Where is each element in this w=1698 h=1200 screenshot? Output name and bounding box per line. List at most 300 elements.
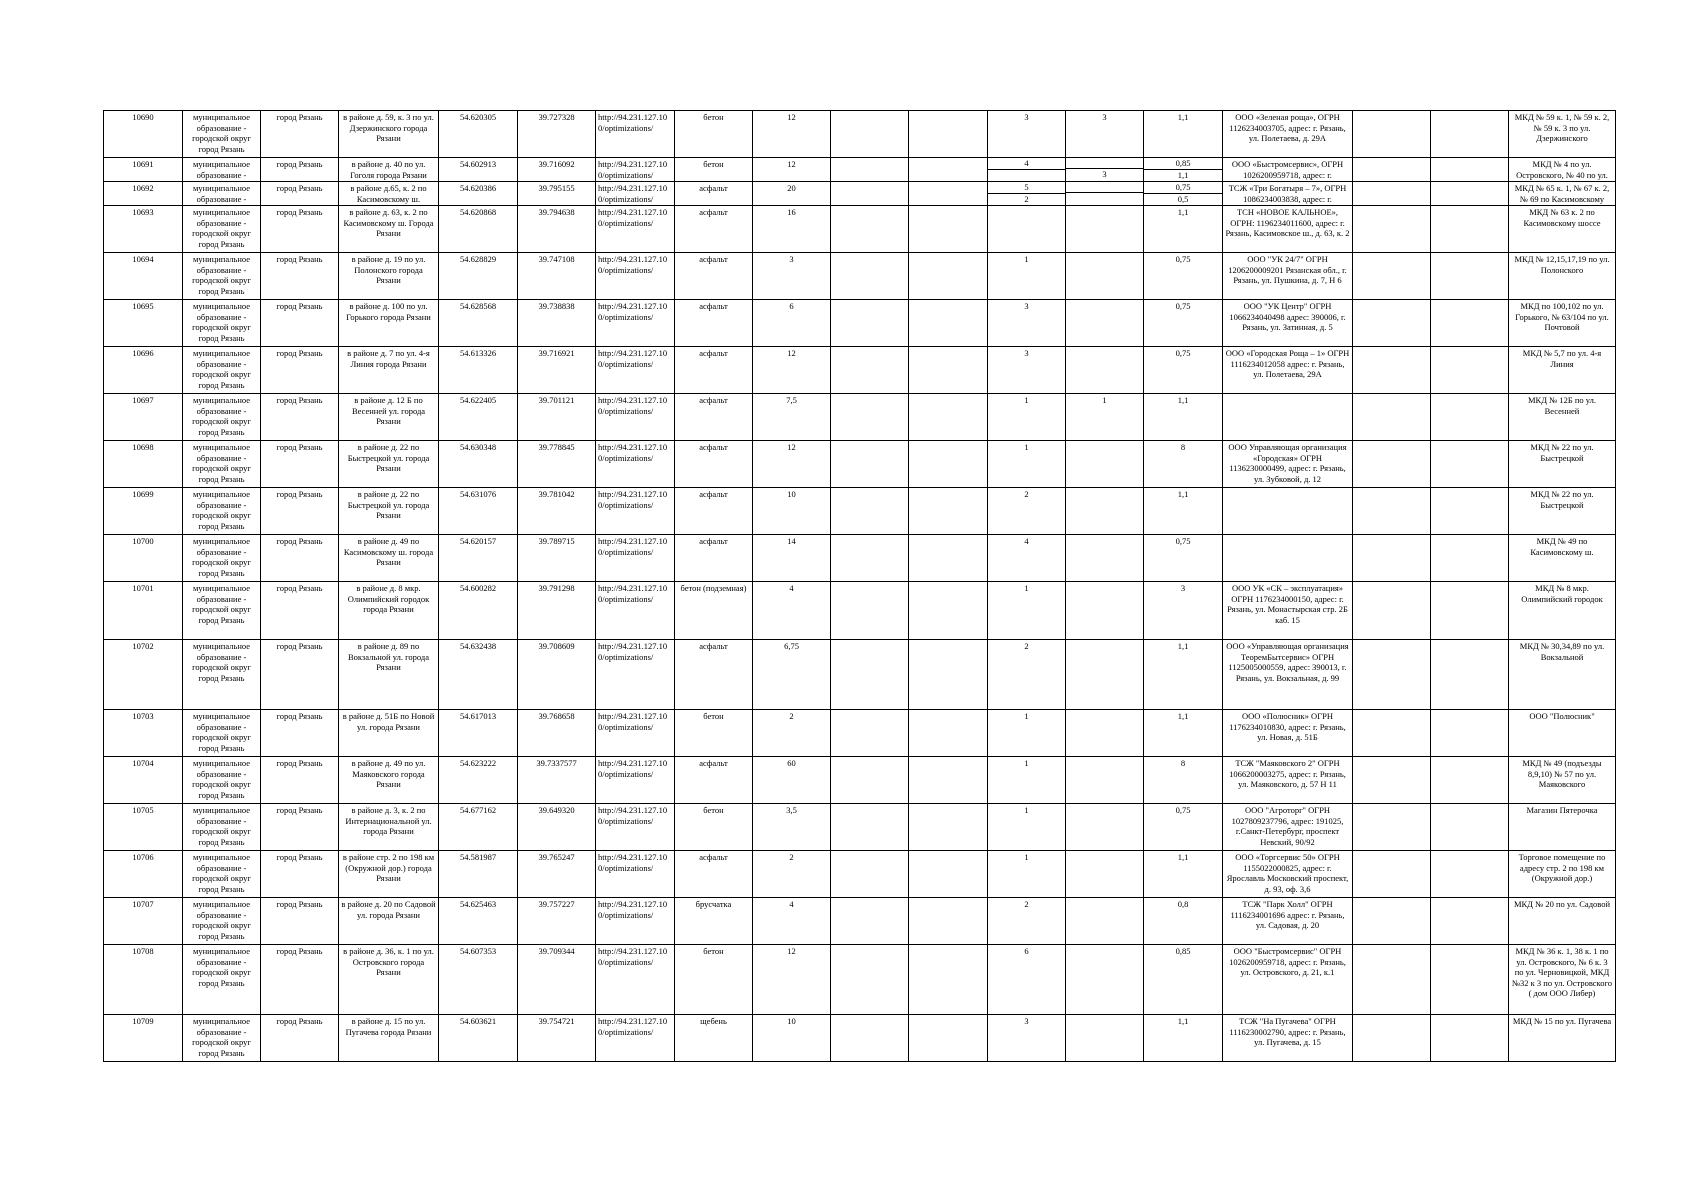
- empty-cell-11: [909, 253, 988, 300]
- site-id-cell: 10696: [104, 347, 183, 394]
- longitude-cell: 39.727328: [518, 111, 596, 158]
- volume-cell: [1144, 182, 1223, 206]
- location-cell: в районе д. 89 по Вокзальной ул. города Рязани: [339, 640, 439, 710]
- latitude-cell: 54.603621: [439, 1015, 518, 1062]
- empty-cell-16: [1353, 182, 1431, 206]
- split-subcell-value: 0,5: [1177, 193, 1189, 204]
- empty-cell-16: [1353, 804, 1431, 851]
- map-link-cell: http://94.231.127.10 0/optimizations/: [596, 535, 675, 582]
- municipality-cell: муниципальное образование -: [183, 158, 261, 182]
- municipality-cell: муниципальное образование - городской округ город Рязань: [183, 851, 261, 898]
- city-cell: город Рязань: [261, 851, 339, 898]
- owner-org-cell: [1223, 394, 1353, 441]
- waste-source-cell: МКД № 36 к. 1, 38 к. 1 по ул. Островского, № 6 к. 3 по ул. Черновицкой, МКД №32 к 3 по ул. Островского ( дом ООО Либер): [1509, 945, 1616, 1015]
- volume-cell: 1,1: [1144, 710, 1223, 757]
- surface-cell: асфальт: [675, 300, 753, 347]
- bunkers-cell: [1066, 898, 1144, 945]
- empty-cell-16: [1353, 1015, 1431, 1062]
- owner-org-cell: ООО "Быстромсервис" ОГРН 1026200959718, адрес: г. Рязань, ул. Островского, д. 21, к.1: [1223, 945, 1353, 1015]
- city-cell: город Рязань: [261, 206, 339, 253]
- map-link-cell: http://94.231.127.10 0/optimizations/: [596, 898, 675, 945]
- longitude-cell: 39.747108: [518, 253, 596, 300]
- area-cell: 4: [753, 898, 831, 945]
- latitude-cell: 54.607353: [439, 945, 518, 1015]
- municipality-cell: муниципальное образование - городской округ город Рязань: [183, 347, 261, 394]
- empty-cell-11: [909, 206, 988, 253]
- table-row: [104, 347, 1616, 394]
- map-link-cell: http://94.231.127.10 0/optimizations/: [596, 757, 675, 804]
- containers-cell: 3: [988, 347, 1066, 394]
- longitude-cell: 39.794638: [518, 206, 596, 253]
- waste-source-cell: МКД № 22 по ул. Быстрецкой: [1509, 441, 1616, 488]
- empty-cell-16: [1353, 535, 1431, 582]
- latitude-cell: 54.620305: [439, 111, 518, 158]
- surface-cell: асфальт: [675, 441, 753, 488]
- volume-cell: 8: [1144, 441, 1223, 488]
- empty-cell-10: [831, 158, 909, 182]
- empty-cell-10: [831, 640, 909, 710]
- area-cell: 16: [753, 206, 831, 253]
- empty-cell-17: [1431, 347, 1509, 394]
- latitude-cell: 54.613326: [439, 347, 518, 394]
- bunkers-cell: [1066, 640, 1144, 710]
- surface-cell: асфальт: [675, 535, 753, 582]
- containers-cell: 3: [988, 111, 1066, 158]
- city-cell: город Рязань: [261, 945, 339, 1015]
- waste-source-cell: МКД № 15 по ул. Пугачева: [1509, 1015, 1616, 1062]
- split-subcell-value: 0,75: [1144, 182, 1222, 193]
- volume-cell: [1144, 158, 1223, 182]
- empty-cell-10: [831, 1015, 909, 1062]
- bunkers-cell: [1066, 710, 1144, 757]
- map-link-cell: http://94.231.127.10 0/optimizations/: [596, 206, 675, 253]
- empty-cell-16: [1353, 898, 1431, 945]
- empty-cell-16: [1353, 253, 1431, 300]
- longitude-cell: 39.738838: [518, 300, 596, 347]
- longitude-cell: 39.708609: [518, 640, 596, 710]
- containers-cell: 1: [988, 851, 1066, 898]
- empty-cell-10: [831, 535, 909, 582]
- site-id-cell: 10707: [104, 898, 183, 945]
- area-cell: 3: [753, 253, 831, 300]
- area-cell: 12: [753, 158, 831, 182]
- containers-cell: 2: [988, 898, 1066, 945]
- city-cell: город Рязань: [261, 347, 339, 394]
- empty-cell-17: [1431, 710, 1509, 757]
- city-cell: город Рязань: [261, 158, 339, 182]
- map-link-cell: http://94.231.127.10 0/optimizations/: [596, 804, 675, 851]
- municipality-cell: муниципальное образование -: [183, 182, 261, 206]
- owner-org-cell: ООО «Городская Роща – 1» ОГРН 1116234012058 адрес: г. Рязань, ул. Полетаева, 29А: [1223, 347, 1353, 394]
- longitude-cell: 39.789715: [518, 535, 596, 582]
- city-cell: город Рязань: [261, 394, 339, 441]
- volume-cell: 1,1: [1144, 1015, 1223, 1062]
- longitude-cell: 39.7337577: [518, 757, 596, 804]
- surface-cell: брусчатка: [675, 898, 753, 945]
- municipality-cell: муниципальное образование - городской округ город Рязань: [183, 1015, 261, 1062]
- location-cell: в районе д. 49 по Касимовскому ш. города Рязани: [339, 535, 439, 582]
- empty-cell-10: [831, 710, 909, 757]
- surface-cell: асфальт: [675, 206, 753, 253]
- area-cell: 12: [753, 111, 831, 158]
- owner-org-cell: ООО Управляющая организация «Городская» ОГРН 1136230000499, адрес: г. Рязань, ул. Зубковой, д. 12: [1223, 441, 1353, 488]
- empty-cell-16: [1353, 347, 1431, 394]
- waste-source-cell: МКД № 12,15,17,19 по ул. Полонского: [1509, 253, 1616, 300]
- location-cell: в районе д. 20 по Садовой ул. города Рязани: [339, 898, 439, 945]
- area-cell: 4: [753, 582, 831, 640]
- empty-cell-10: [831, 111, 909, 158]
- location-cell: в районе д. 100 по ул. Горького города Рязани: [339, 300, 439, 347]
- latitude-cell: 54.628568: [439, 300, 518, 347]
- waste-source-cell: МКД № 65 к. 1, № 67 к. 2, № 69 по Касимовскому: [1509, 182, 1616, 206]
- area-cell: 6,75: [753, 640, 831, 710]
- owner-org-cell: [1223, 535, 1353, 582]
- empty-cell-11: [909, 158, 988, 182]
- surface-cell: асфальт: [675, 640, 753, 710]
- owner-org-cell: ООО «Торгсервис 50» ОГРН 1155022000825, адрес: г. Ярославль Московский проспект, д. 93, оф. 3,6: [1223, 851, 1353, 898]
- split-subcell-value: 4: [988, 158, 1065, 169]
- map-link-cell: http://94.231.127.10 0/optimizations/: [596, 253, 675, 300]
- waste-source-cell: МКД № 20 по ул. Садовой: [1509, 898, 1616, 945]
- map-link-cell: http://94.231.127.10 0/optimizations/: [596, 300, 675, 347]
- site-id-cell: 10695: [104, 300, 183, 347]
- empty-cell-11: [909, 898, 988, 945]
- owner-org-cell: ООО «Зеленая роща», ОГРН 1126234003705, адрес: г. Рязань, ул. Полетаева, д. 29А: [1223, 111, 1353, 158]
- empty-cell-16: [1353, 111, 1431, 158]
- surface-cell: асфальт: [675, 394, 753, 441]
- empty-cell-16: [1353, 394, 1431, 441]
- containers-cell: 1: [988, 394, 1066, 441]
- split-subcell-value: [988, 169, 1065, 180]
- site-id-cell: 10693: [104, 206, 183, 253]
- split-subcell-value: 0,85: [1144, 158, 1222, 169]
- containers-cell: 4: [988, 535, 1066, 582]
- location-cell: в районе д. 15 по ул. Пугачева города Рязани: [339, 1015, 439, 1062]
- latitude-cell: 54.617013: [439, 710, 518, 757]
- city-cell: город Рязань: [261, 488, 339, 535]
- longitude-cell: 39.701121: [518, 394, 596, 441]
- location-cell: в районе д.65, к. 2 по Касимовскому ш.: [339, 182, 439, 206]
- surface-cell: асфальт: [675, 757, 753, 804]
- containers-cell: [988, 182, 1066, 206]
- site-id-cell: 10708: [104, 945, 183, 1015]
- bunkers-cell: [1066, 945, 1144, 1015]
- municipality-cell: муниципальное образование - городской округ город Рязань: [183, 757, 261, 804]
- bunkers-cell: [1066, 182, 1144, 206]
- empty-cell-16: [1353, 710, 1431, 757]
- owner-org-cell: ООО "Агроторг" ОГРН 1027809237796, адрес: 191025, г.Санкт-Петербург, проспект Невский, 90/92: [1223, 804, 1353, 851]
- latitude-cell: 54.630348: [439, 441, 518, 488]
- empty-cell-17: [1431, 206, 1509, 253]
- empty-cell-16: [1353, 945, 1431, 1015]
- latitude-cell: 54.631076: [439, 488, 518, 535]
- empty-cell-11: [909, 535, 988, 582]
- empty-cell-17: [1431, 804, 1509, 851]
- containers-cell: 3: [988, 300, 1066, 347]
- empty-cell-11: [909, 1015, 988, 1062]
- location-cell: в районе д. 19 по ул. Полонского города Рязани: [339, 253, 439, 300]
- containers-cell: 1: [988, 253, 1066, 300]
- map-link-cell: http://94.231.127.10 0/optimizations/: [596, 394, 675, 441]
- table-row: [104, 441, 1616, 488]
- map-link-cell: http://94.231.127.10 0/optimizations/: [596, 710, 675, 757]
- municipality-cell: муниципальное образование - городской округ город Рязань: [183, 111, 261, 158]
- city-cell: город Рязань: [261, 640, 339, 710]
- volume-cell: 0,75: [1144, 804, 1223, 851]
- latitude-cell: 54.581987: [439, 851, 518, 898]
- empty-cell-11: [909, 111, 988, 158]
- area-cell: 10: [753, 488, 831, 535]
- volume-cell: 0,75: [1144, 535, 1223, 582]
- latitude-cell: 54.632438: [439, 640, 518, 710]
- surface-cell: бетон: [675, 710, 753, 757]
- empty-cell-11: [909, 488, 988, 535]
- surface-cell: асфальт: [675, 253, 753, 300]
- area-cell: 14: [753, 535, 831, 582]
- longitude-cell: 39.716092: [518, 158, 596, 182]
- volume-cell: 0,75: [1144, 300, 1223, 347]
- bunkers-cell: [1066, 804, 1144, 851]
- municipality-cell: муниципальное образование - городской округ город Рязань: [183, 488, 261, 535]
- table-row: [104, 394, 1616, 441]
- latitude-cell: 54.628829: [439, 253, 518, 300]
- waste-source-cell: МКД № 49 по Касимовскому ш.: [1509, 535, 1616, 582]
- location-cell: в районе д. 7 по ул. 4-я Линия города Рязани: [339, 347, 439, 394]
- latitude-cell: 54.622405: [439, 394, 518, 441]
- city-cell: город Рязань: [261, 804, 339, 851]
- city-cell: город Рязань: [261, 300, 339, 347]
- empty-cell-10: [831, 898, 909, 945]
- table-row: [104, 300, 1616, 347]
- split-subcell: [1144, 182, 1222, 204]
- empty-cell-17: [1431, 182, 1509, 206]
- site-id-cell: 10699: [104, 488, 183, 535]
- empty-cell-17: [1431, 535, 1509, 582]
- volume-cell: 1,1: [1144, 488, 1223, 535]
- latitude-cell: 54.625463: [439, 898, 518, 945]
- site-id-cell: 10690: [104, 111, 183, 158]
- empty-cell-17: [1431, 441, 1509, 488]
- table-row: [104, 182, 1616, 206]
- empty-cell-16: [1353, 300, 1431, 347]
- latitude-cell: 54.620868: [439, 206, 518, 253]
- split-subcell: [1066, 182, 1143, 203]
- city-cell: город Рязань: [261, 582, 339, 640]
- containers-cell: 2: [988, 488, 1066, 535]
- registry-table: [103, 110, 1616, 1062]
- waste-source-cell: МКД № 30,34,89 по ул. Вокзальной: [1509, 640, 1616, 710]
- municipality-cell: муниципальное образование - городской округ город Рязань: [183, 300, 261, 347]
- empty-cell-17: [1431, 1015, 1509, 1062]
- owner-org-cell: ООО "УК Центр" ОГРН 1066234040498 адрес: 390006, г. Рязань, ул. Затинная, д. 5: [1223, 300, 1353, 347]
- table-row: [104, 206, 1616, 253]
- municipality-cell: муниципальное образование - городской округ город Рязань: [183, 945, 261, 1015]
- municipality-cell: муниципальное образование - городской округ город Рязань: [183, 804, 261, 851]
- empty-cell-17: [1431, 394, 1509, 441]
- empty-cell-11: [909, 851, 988, 898]
- location-cell: в районе д. 51Б по Новой ул. города Рязани: [339, 710, 439, 757]
- site-id-cell: 10694: [104, 253, 183, 300]
- waste-source-cell: Магазин Пятерочка: [1509, 804, 1616, 851]
- volume-cell: 0,75: [1144, 253, 1223, 300]
- map-link-cell: http://94.231.127.10 0/optimizations/: [596, 441, 675, 488]
- owner-org-cell: ООО «Управляющая организация ТеоремБытсервис» ОГРН 1125005000559, адрес: 390013, г. Рязань, ул. Вокзальная, д. 99: [1223, 640, 1353, 710]
- waste-source-cell: Торговое помещение по адресу стр. 2 по 198 км (Окружной дор.): [1509, 851, 1616, 898]
- table-row: [104, 488, 1616, 535]
- surface-cell: щебень: [675, 1015, 753, 1062]
- owner-org-cell: ТСЖ «Три Богатыря – 7», ОГРН 1086234003838, адрес: г.: [1223, 182, 1353, 206]
- empty-cell-16: [1353, 851, 1431, 898]
- location-cell: в районе д. 59, к. 3 по ул. Дзержинского города Рязани: [339, 111, 439, 158]
- city-cell: город Рязань: [261, 898, 339, 945]
- volume-cell: 8: [1144, 757, 1223, 804]
- area-cell: 10: [753, 1015, 831, 1062]
- area-cell: 3,5: [753, 804, 831, 851]
- bunkers-cell: [1066, 757, 1144, 804]
- site-id-cell: 10705: [104, 804, 183, 851]
- latitude-cell: 54.600282: [439, 582, 518, 640]
- site-id-cell: 10703: [104, 710, 183, 757]
- map-link-cell: http://94.231.127.10 0/optimizations/: [596, 347, 675, 394]
- surface-cell: бетон: [675, 158, 753, 182]
- bunkers-cell: [1066, 441, 1144, 488]
- location-cell: в районе д. 12 Б по Весенней ул. города Рязани: [339, 394, 439, 441]
- empty-cell-10: [831, 394, 909, 441]
- latitude-cell: 54.677162: [439, 804, 518, 851]
- split-subcell-value: 2: [1024, 193, 1029, 204]
- containers-cell: 1: [988, 757, 1066, 804]
- empty-cell-16: [1353, 441, 1431, 488]
- map-link-cell: http://94.231.127.10 0/optimizations/: [596, 640, 675, 710]
- volume-cell: 1,1: [1144, 851, 1223, 898]
- volume-cell: 0,85: [1144, 945, 1223, 1015]
- containers-cell: 3: [988, 1015, 1066, 1062]
- empty-cell-16: [1353, 206, 1431, 253]
- longitude-cell: 39.709344: [518, 945, 596, 1015]
- city-cell: город Рязань: [261, 710, 339, 757]
- waste-source-cell: МКД № 5,7 по ул. 4-я Линия: [1509, 347, 1616, 394]
- city-cell: город Рязань: [261, 111, 339, 158]
- site-id-cell: 10698: [104, 441, 183, 488]
- area-cell: 60: [753, 757, 831, 804]
- empty-cell-17: [1431, 488, 1509, 535]
- site-id-cell: 10691: [104, 158, 183, 182]
- longitude-cell: 39.765247: [518, 851, 596, 898]
- empty-cell-16: [1353, 640, 1431, 710]
- municipality-cell: муниципальное образование - городской округ город Рязань: [183, 898, 261, 945]
- longitude-cell: 39.768658: [518, 710, 596, 757]
- surface-cell: бетон: [675, 111, 753, 158]
- table-row: [104, 804, 1616, 851]
- site-id-cell: 10692: [104, 182, 183, 206]
- containers-cell: [988, 206, 1066, 253]
- bunkers-cell: [1066, 582, 1144, 640]
- bunkers-cell: 1: [1066, 394, 1144, 441]
- waste-source-cell: ООО "Полюсник": [1509, 710, 1616, 757]
- location-cell: в районе д. 8 мкр. Олимпийский городок города Рязани: [339, 582, 439, 640]
- split-subcell-value: [1066, 193, 1143, 204]
- map-link-cell: http://94.231.127.10 0/optimizations/: [596, 945, 675, 1015]
- surface-cell: бетон (подземная): [675, 582, 753, 640]
- table-row: [104, 851, 1616, 898]
- waste-source-cell: МКД № 59 к. 1, № 59 к. 2, № 59 к. 3 по ул. Дзержинского: [1509, 111, 1616, 158]
- surface-cell: бетон: [675, 804, 753, 851]
- latitude-cell: 54.620386: [439, 182, 518, 206]
- table-row: [104, 1015, 1616, 1062]
- volume-cell: 1,1: [1144, 640, 1223, 710]
- city-cell: город Рязань: [261, 253, 339, 300]
- area-cell: 12: [753, 347, 831, 394]
- empty-cell-16: [1353, 158, 1431, 182]
- bunkers-cell: [1066, 158, 1144, 182]
- bunkers-cell: [1066, 253, 1144, 300]
- city-cell: город Рязань: [261, 757, 339, 804]
- area-cell: 12: [753, 441, 831, 488]
- location-cell: в районе д. 49 по ул. Маяковского города Рязани: [339, 757, 439, 804]
- owner-org-cell: ТСЖ "На Пугачева" ОГРН 1116230002790, адрес: г. Рязань, ул. Пугачева, д. 15: [1223, 1015, 1353, 1062]
- table-row: [104, 253, 1616, 300]
- municipality-cell: муниципальное образование - городской округ город Рязань: [183, 582, 261, 640]
- municipality-cell: муниципальное образование - городской округ город Рязань: [183, 206, 261, 253]
- split-subcell: [1066, 158, 1143, 180]
- waste-source-cell: МКД № 63 к. 2 по Касимовскому шоссе: [1509, 206, 1616, 253]
- table-row: [104, 158, 1616, 182]
- surface-cell: бетон: [675, 945, 753, 1015]
- containers-cell: 6: [988, 945, 1066, 1015]
- split-subcell: [1144, 158, 1222, 180]
- waste-source-cell: МКД № 8 мкр. Олимпийский городок: [1509, 582, 1616, 640]
- longitude-cell: 39.795155: [518, 182, 596, 206]
- table-row: [104, 535, 1616, 582]
- table-row: [104, 111, 1616, 158]
- containers-cell: 1: [988, 441, 1066, 488]
- empty-cell-10: [831, 441, 909, 488]
- latitude-cell: 54.623222: [439, 757, 518, 804]
- municipality-cell: муниципальное образование - городской округ город Рязань: [183, 394, 261, 441]
- site-id-cell: 10697: [104, 394, 183, 441]
- empty-cell-11: [909, 441, 988, 488]
- volume-cell: 1,1: [1144, 206, 1223, 253]
- empty-cell-17: [1431, 851, 1509, 898]
- bunkers-cell: [1066, 1015, 1144, 1062]
- location-cell: в районе д. 63, к. 2 по Касимовскому ш. Города Рязани: [339, 206, 439, 253]
- empty-cell-16: [1353, 757, 1431, 804]
- split-subcell: [988, 182, 1065, 204]
- empty-cell-11: [909, 710, 988, 757]
- bunkers-cell: [1066, 300, 1144, 347]
- area-cell: 2: [753, 710, 831, 757]
- table-row: [104, 710, 1616, 757]
- location-cell: в районе д. 3, к. 2 по Интернациональной ул. города Рязани: [339, 804, 439, 851]
- site-id-cell: 10706: [104, 851, 183, 898]
- empty-cell-17: [1431, 158, 1509, 182]
- map-link-cell: http://94.231.127.10 0/optimizations/: [596, 488, 675, 535]
- empty-cell-11: [909, 182, 988, 206]
- map-link-cell: http://94.231.127.10 0/optimizations/: [596, 182, 675, 206]
- map-link-cell: http://94.231.127.10 0/optimizations/: [596, 111, 675, 158]
- waste-source-cell: МКД № 12Б по ул. Весенней: [1509, 394, 1616, 441]
- empty-cell-17: [1431, 111, 1509, 158]
- surface-cell: асфальт: [675, 488, 753, 535]
- empty-cell-10: [831, 804, 909, 851]
- empty-cell-17: [1431, 757, 1509, 804]
- longitude-cell: 39.781042: [518, 488, 596, 535]
- volume-cell: 0,75: [1144, 347, 1223, 394]
- city-cell: город Рязань: [261, 535, 339, 582]
- containers-cell: [988, 158, 1066, 182]
- site-id-cell: 10700: [104, 535, 183, 582]
- site-id-cell: 10704: [104, 757, 183, 804]
